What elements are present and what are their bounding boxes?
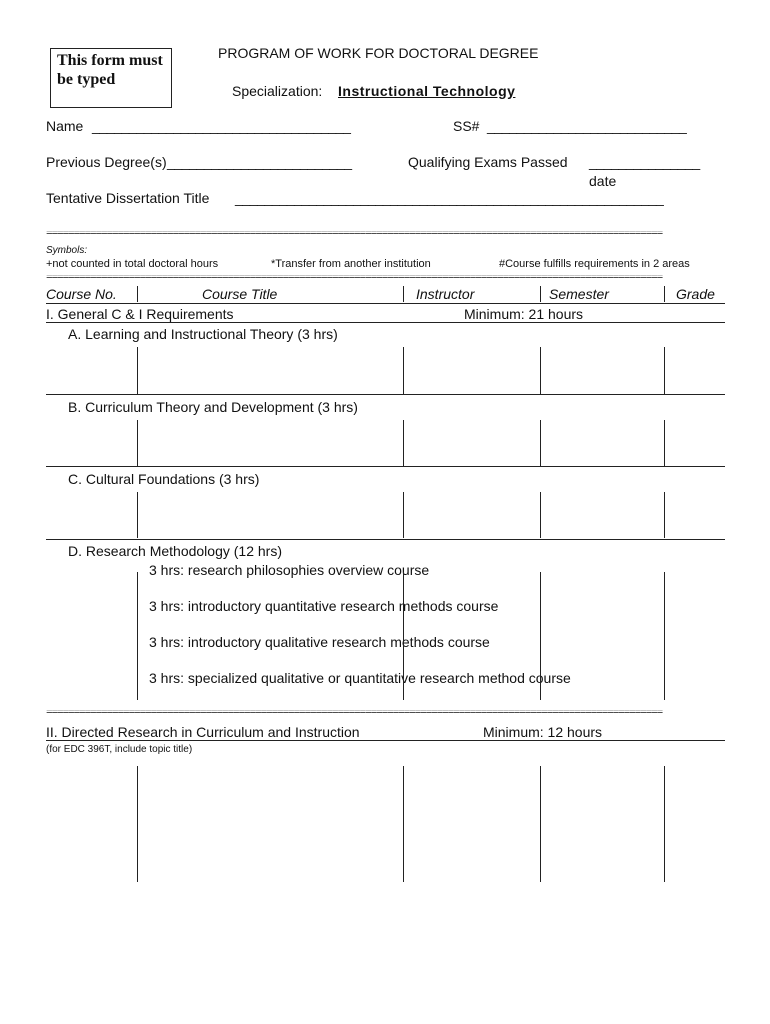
column-divider bbox=[540, 492, 541, 538]
column-divider bbox=[403, 766, 404, 882]
column-divider bbox=[664, 766, 665, 882]
column-divider bbox=[540, 766, 541, 882]
date-caption: date bbox=[589, 173, 617, 189]
separator: ================================================================================================================ bbox=[46, 275, 663, 283]
section-1-minimum: Minimum: 21 hours bbox=[464, 306, 584, 322]
previous-degree-field[interactable]: _________________________ bbox=[167, 154, 352, 170]
column-divider bbox=[137, 766, 138, 882]
column-divider bbox=[137, 347, 138, 394]
row-rule bbox=[46, 539, 725, 540]
column-header-grade: Grade bbox=[676, 286, 715, 302]
column-divider bbox=[664, 572, 665, 700]
research-item: 3 hrs: research philosophies overview course bbox=[149, 562, 430, 578]
row-rule bbox=[46, 466, 725, 467]
section-1-title: I. General C & I Requirements bbox=[46, 306, 234, 322]
column-header-course-no: Course No. bbox=[46, 286, 117, 302]
section-2-title: II. Directed Research in Curriculum and Instruction bbox=[46, 724, 360, 740]
column-divider bbox=[540, 420, 541, 466]
column-header-instructor: Instructor bbox=[416, 286, 475, 302]
separator: ================================================================================================================ bbox=[46, 231, 663, 239]
column-divider bbox=[403, 286, 404, 302]
previous-degree-label: Previous Degree(s) bbox=[46, 154, 167, 170]
name-label: Name bbox=[46, 118, 84, 134]
column-divider bbox=[540, 286, 541, 302]
section-2-minimum: Minimum: 12 hours bbox=[483, 724, 603, 740]
specialization-label: Specialization: bbox=[232, 83, 323, 99]
column-divider bbox=[403, 572, 404, 700]
research-item: 3 hrs: introductory quantitative research methods course bbox=[149, 598, 499, 614]
column-header-course-title: Course Title bbox=[202, 286, 278, 302]
dissertation-label: Tentative Dissertation Title bbox=[46, 190, 210, 206]
separator: ================================================================================================================ bbox=[46, 710, 663, 718]
column-divider bbox=[664, 286, 665, 302]
column-divider bbox=[137, 420, 138, 466]
column-divider bbox=[540, 572, 541, 700]
ss-field[interactable]: ___________________________ bbox=[487, 118, 687, 134]
subsection-b-title: B. Curriculum Theory and Development (3 hrs) bbox=[68, 399, 358, 415]
symbol-plus: +not counted in total doctoral hours bbox=[46, 258, 219, 270]
subsection-a-title: A. Learning and Instructional Theory (3 hrs) bbox=[68, 326, 338, 342]
subsection-d-title: D. Research Methodology (12 hrs) bbox=[68, 543, 282, 559]
column-divider bbox=[540, 347, 541, 394]
symbols-heading: Symbols: bbox=[46, 245, 88, 256]
subsection-c-title: C. Cultural Foundations (3 hrs) bbox=[68, 471, 260, 487]
dissertation-field[interactable]: __________________________________________________________ bbox=[235, 190, 664, 206]
qualifying-exams-label: Qualifying Exams Passed bbox=[408, 154, 568, 170]
form-title: PROGRAM OF WORK FOR DOCTORAL DEGREE bbox=[218, 45, 539, 61]
section-2-note: (for EDC 396T, include topic title) bbox=[46, 744, 193, 755]
row-rule bbox=[46, 394, 725, 395]
ss-label: SS# bbox=[453, 118, 480, 134]
name-field[interactable]: ___________________________________ bbox=[92, 118, 351, 134]
column-divider bbox=[137, 286, 138, 302]
column-divider bbox=[664, 347, 665, 394]
research-item: 3 hrs: specialized qualitative or quantitative research method course bbox=[149, 670, 571, 686]
symbol-star: *Transfer from another institution bbox=[271, 258, 431, 270]
column-divider bbox=[403, 347, 404, 394]
section-2-rule bbox=[46, 740, 725, 741]
specialization-value: Instructional Technology bbox=[338, 83, 516, 99]
column-divider bbox=[664, 420, 665, 466]
header-rule bbox=[46, 303, 725, 304]
research-item: 3 hrs: introductory qualitative research methods course bbox=[149, 634, 490, 650]
column-divider bbox=[137, 492, 138, 538]
column-divider bbox=[403, 492, 404, 538]
qualifying-exams-field[interactable]: _______________ bbox=[589, 154, 700, 170]
column-header-semester: Semester bbox=[549, 286, 609, 302]
column-divider bbox=[137, 572, 138, 700]
typed-notice-box: This form must be typed bbox=[50, 48, 172, 108]
symbol-hash: #Course fulfills requirements in 2 areas bbox=[499, 258, 690, 270]
column-divider bbox=[664, 492, 665, 538]
column-divider bbox=[403, 420, 404, 466]
section-1-rule bbox=[46, 322, 725, 323]
